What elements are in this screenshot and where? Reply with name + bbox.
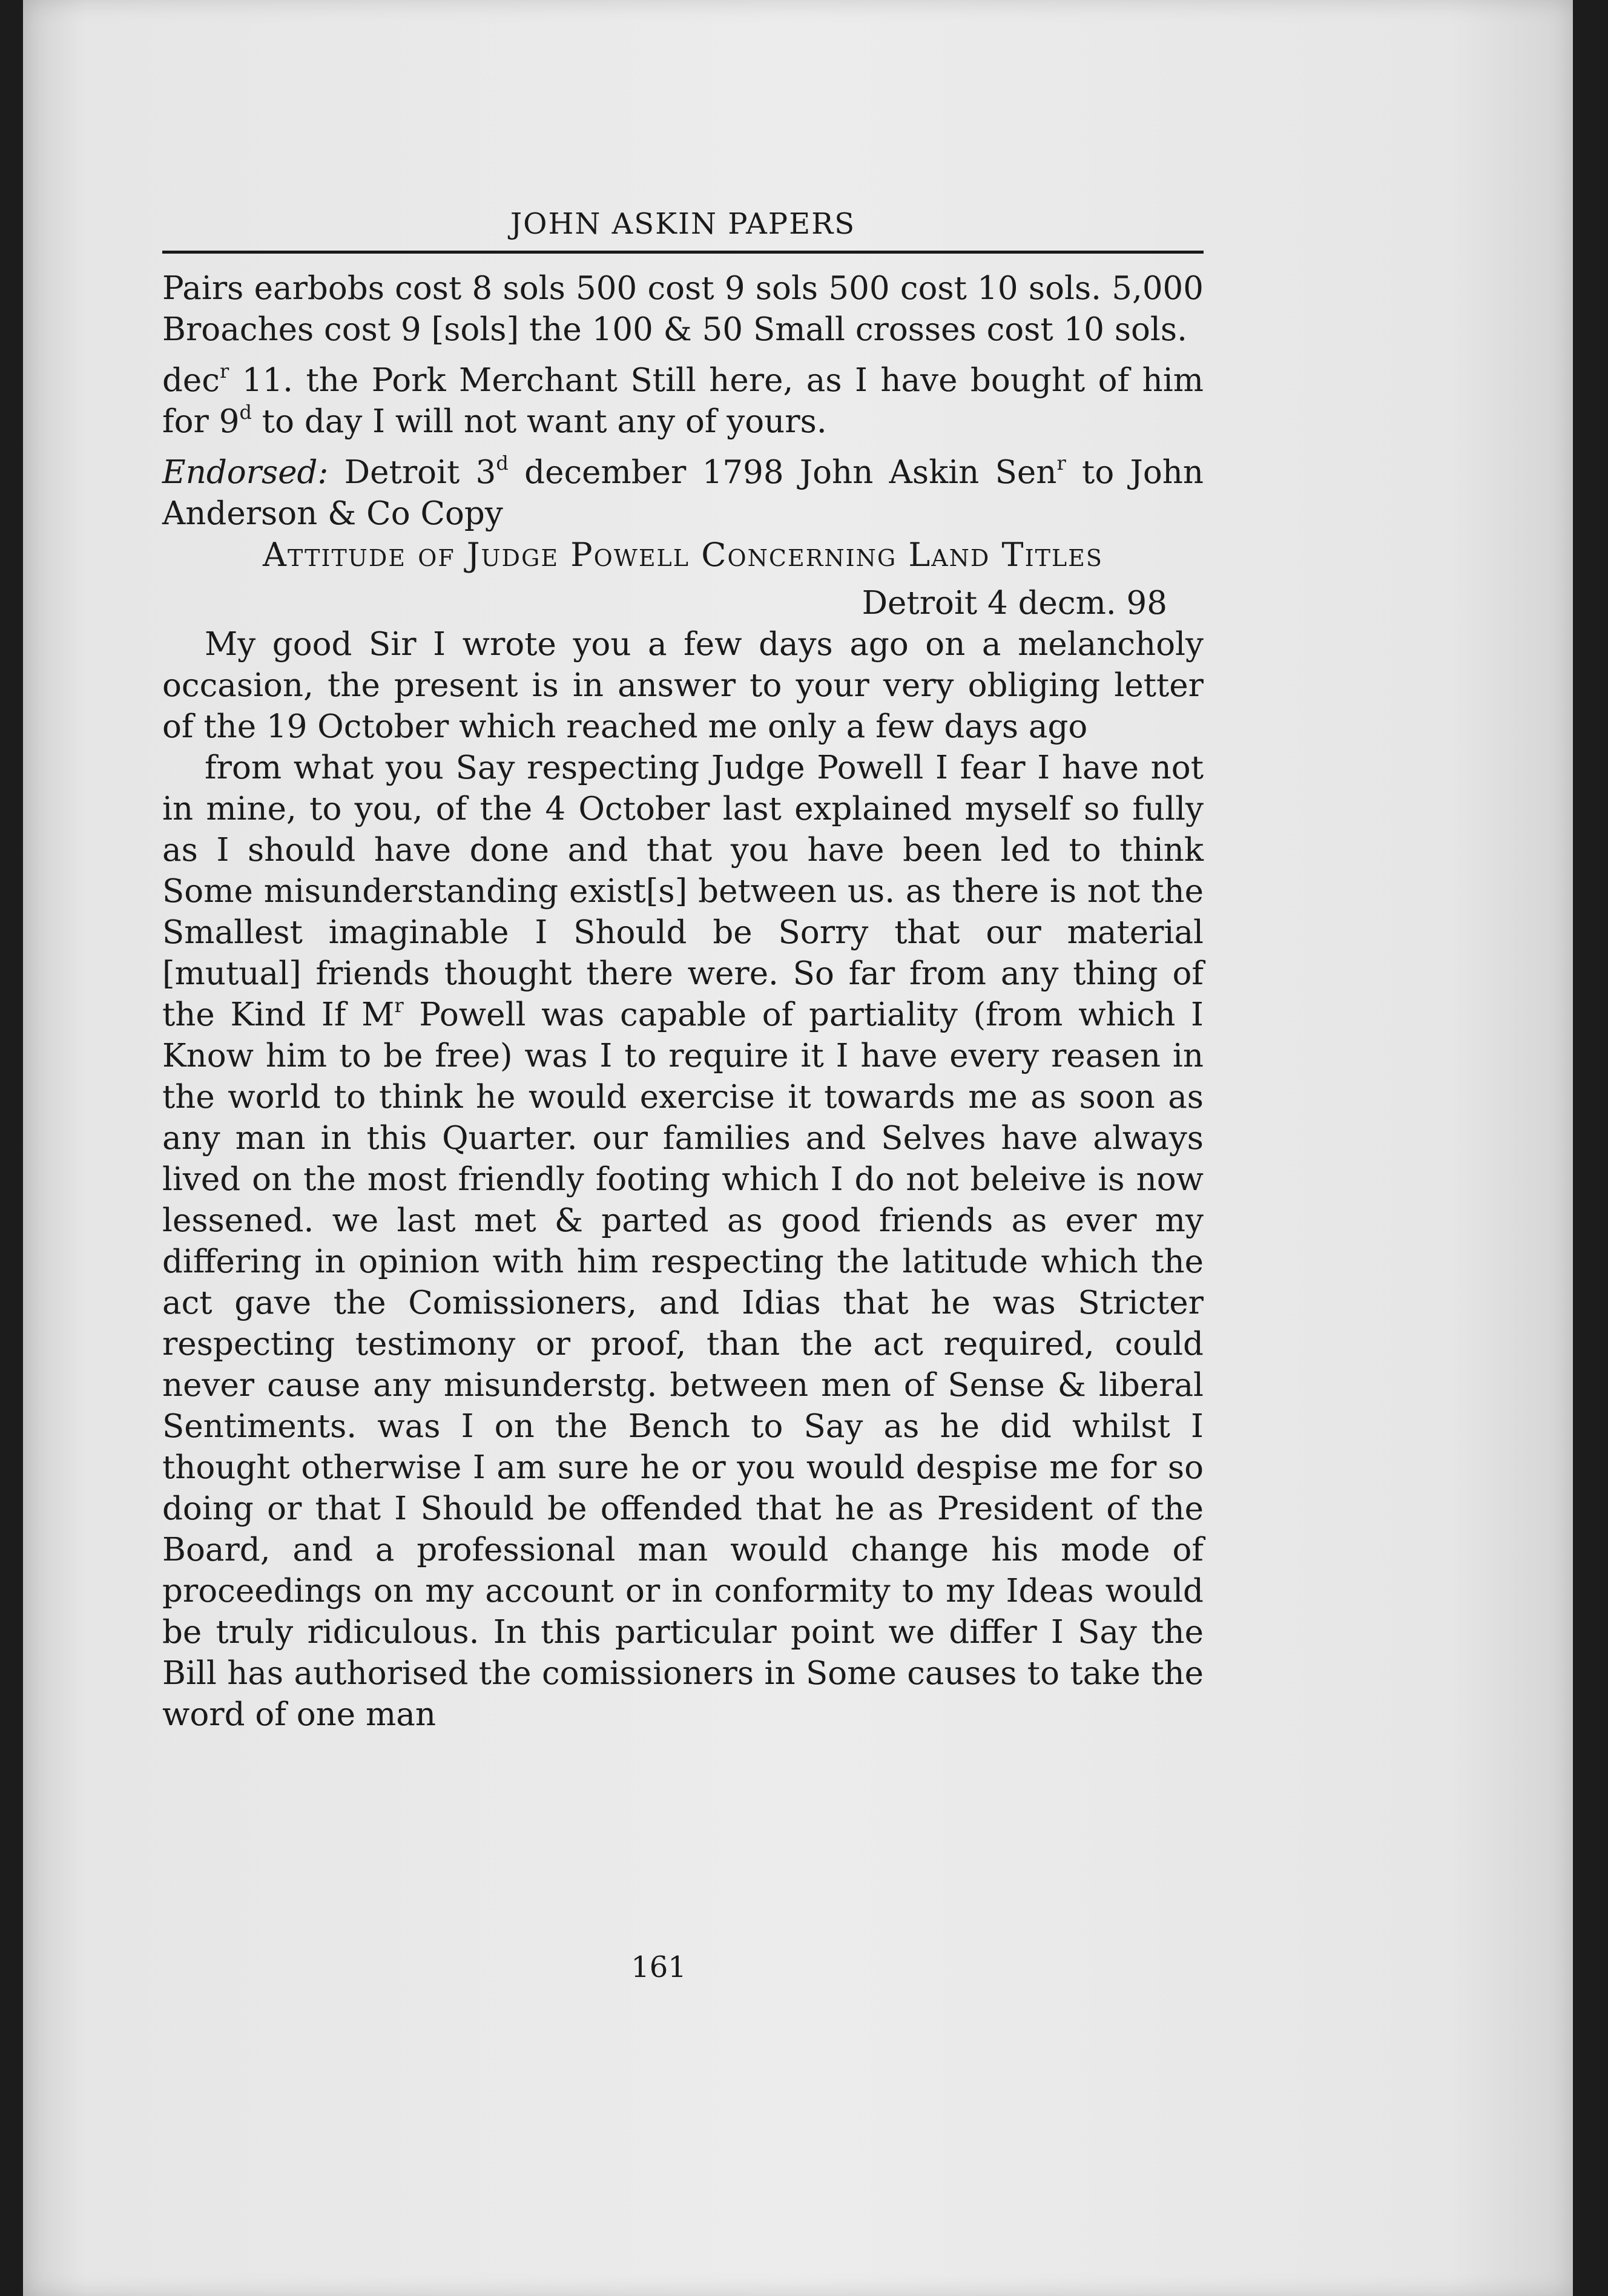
section-heading: Attitude of Judge Powell Concerning Land Titles bbox=[263, 536, 1103, 574]
date-text: dec bbox=[162, 362, 220, 399]
paragraph-text: Detroit 3 bbox=[328, 454, 496, 491]
page-number: 161 bbox=[631, 1950, 687, 1984]
text-block bbox=[162, 206, 1204, 1735]
paragraph-salutation: My good Sir I wrote you a few days ago on a melancholy occasion, the present is in answer to your very obliging letter of the 19 October which reached me only a few days ago bbox=[162, 626, 1204, 745]
superscript: r bbox=[1056, 452, 1066, 475]
book-page bbox=[23, 0, 1573, 2296]
superscript: d bbox=[239, 401, 252, 424]
paragraph-earbobs: Pairs earbobs cost 8 sols 500 cost 9 sols 500 cost 10 sols. 5,000 Broaches cost 9 [sols] the 100 & 50 Small crosses cost 10 sols. bbox=[162, 270, 1204, 348]
superscript: d bbox=[496, 452, 509, 475]
paragraph-text: 11. the Pork Merchant Still here, as I have bought of him for 9 bbox=[162, 362, 1204, 440]
paragraph-judge-powell bbox=[162, 748, 1204, 1735]
paragraph-text: Powell was capable of partiality (from which I Know him to be free) was I to require it I have every reasen in the world to think he would exercise it towards me as soon as any man in this Quarter. our families and Selves have always lived on the most friendly footing which I do not beleive is now lessened. we last met & parted as good friends as ever my differing in opinion with him respecting the latitude which the act gave the Comissioners, and Idias that he was Stricter respecting testimony or proof, than the act required, could never cause any misunderstg. between men of Sense & liberal Sentiments. was I on the Bench to Say as he did whilst I thought otherwise I am sure he or you would despise me for so doing or that I Should be offended that he as President of the Board, and a professional man would change his mode of proceedings on my account or in conformity to my Ideas would be truly ridiculous. In this particular point we differ I Say the Bill has authorised the comissioners in Some causes to take the word of one man bbox=[162, 996, 1204, 1733]
paragraph-text: to John Anderson & Co Copy bbox=[162, 454, 1204, 532]
paragraph-text: to day I will not want any of yours. bbox=[251, 403, 827, 440]
running-head: JOHN ASKIN PAPERS bbox=[510, 207, 856, 241]
header-rule bbox=[162, 251, 1204, 254]
endorsed-label: Endorsed: bbox=[162, 454, 329, 491]
superscript: r bbox=[394, 994, 404, 1017]
superscript: r bbox=[219, 360, 229, 383]
paragraph-text: from what you Say respecting Judge Powell I fear I have not in mine, to you, of the 4 October last explained myself so fully as I should have done and that you have been led to think Some misunderstanding exist[s] between us. as there is not the Smallest imaginable I Should be Sorry that our material [mutual] friends thought there were. So far from any thing of the Kind If M bbox=[162, 749, 1204, 1033]
paragraph-text: december 1798 John Askin Sen bbox=[508, 454, 1057, 491]
paragraph-pork-merchant bbox=[162, 360, 1204, 442]
paragraph-endorsed bbox=[162, 452, 1204, 535]
letter-dateline: Detroit 4 decm. 98 bbox=[862, 585, 1167, 622]
